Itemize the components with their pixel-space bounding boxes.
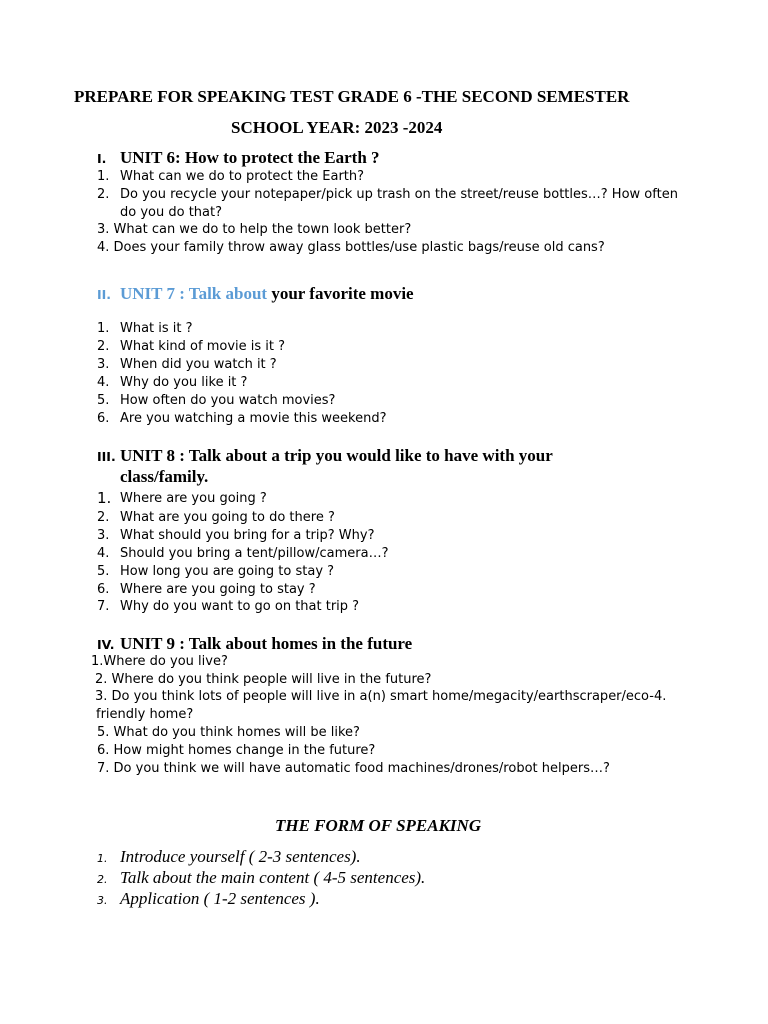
s2-item-5-num: 5. [97, 393, 110, 408]
s3-item-3: What should you bring for a trip? Why? [120, 528, 375, 543]
form-item-1: Introduce yourself ( 2-3 sentences). [120, 847, 361, 866]
s1-item-1-num: 1. [97, 169, 110, 184]
school-year: SCHOOL YEAR: 2023 -2024 [231, 118, 443, 137]
s2-item-5: How often do you watch movies? [120, 393, 336, 408]
s1-item-2-num: 2. [97, 187, 110, 202]
s1-item-2: Do you recycle your notepaper/pick up trash on the street/reuse bottles…? How often [120, 187, 678, 202]
s2-item-2: What kind of movie is it ? [120, 339, 286, 354]
s3-item-4-num: 4. [97, 546, 110, 561]
s2-item-4: Why do you like it ? [120, 375, 248, 390]
section-2-heading [120, 284, 414, 304]
section-3-heading-cont: class/family. [120, 467, 209, 486]
s2-item-3-num: 3. [97, 357, 110, 372]
s1-item-4: 4. Does your family throw away glass bottles/use plastic bags/reuse old cans? [97, 240, 605, 255]
s4-item-2: 2. Where do you think people will live in the future? [95, 672, 432, 687]
s2-item-4-num: 4. [97, 375, 110, 390]
s4-item-3-cont: friendly home? [96, 707, 194, 722]
s3-item-2: What are you going to do there ? [120, 510, 335, 525]
section-4-heading: UNIT 9 : Talk about homes in the future [120, 634, 413, 653]
form-item-2-num: 2. [97, 873, 108, 886]
section-3-heading: UNIT 8 : Talk about a trip you would like to have with your [120, 446, 553, 465]
section-4-roman: IV. [97, 637, 115, 652]
section-3-roman: III. [97, 449, 116, 464]
s3-item-1: Where are you going ? [120, 491, 267, 506]
section-2-heading-blue: UNIT 7 : Talk about [120, 284, 268, 303]
section-1-heading: UNIT 6: How to protect the Earth ? [120, 148, 380, 167]
s3-item-5: How long you are going to stay ? [120, 564, 335, 579]
s3-item-6: Where are you going to stay ? [120, 582, 316, 597]
s3-item-2-num: 2. [97, 510, 110, 525]
s3-item-3-num: 3. [97, 528, 110, 543]
s3-item-6-num: 6. [97, 582, 110, 597]
s2-item-2-num: 2. [97, 339, 110, 354]
form-title: THE FORM OF SPEAKING [275, 816, 482, 835]
s2-item-6: Are you watching a movie this weekend? [120, 411, 387, 426]
s1-item-1: What can we do to protect the Earth? [120, 169, 365, 184]
s3-item-7: Why do you want to go on that trip ? [120, 599, 360, 614]
s2-item-1: What is it ? [120, 321, 193, 336]
form-item-1-num: 1. [97, 852, 108, 865]
s4-item-1: 1.Where do you live? [91, 654, 228, 669]
s4-item-3: 3. Do you think lots of people will live in a(n) smart home/megacity/earthscraper/eco-4. [95, 689, 667, 704]
document-title: PREPARE FOR SPEAKING TEST GRADE 6 -THE SECOND SEMESTER [74, 87, 630, 106]
s2-item-3: When did you watch it ? [120, 357, 277, 372]
s4-item-7: 7. Do you think we will have automatic food machines/drones/robot helpers…? [97, 761, 610, 776]
s3-item-4: Should you bring a tent/pillow/camera…? [120, 546, 389, 561]
s2-item-6-num: 6. [97, 411, 110, 426]
s1-item-2-cont: do you do that? [120, 205, 222, 220]
section-2-roman: II. [97, 287, 112, 302]
s2-item-1-num: 1. [97, 321, 110, 336]
s4-item-5: 5. What do you think homes will be like? [97, 725, 360, 740]
s3-item-1-num: 1. [97, 489, 112, 507]
form-item-3-num: 3. [97, 894, 108, 907]
section-2-heading-rest: your favorite movie [267, 284, 414, 303]
s3-item-7-num: 7. [97, 599, 110, 614]
form-item-3: Application ( 1-2 sentences ). [120, 889, 320, 908]
s4-item-6: 6. How might homes change in the future? [97, 743, 376, 758]
s1-item-3: 3. What can we do to help the town look better? [97, 222, 412, 237]
section-1-roman: I. [97, 151, 107, 166]
s3-item-5-num: 5. [97, 564, 110, 579]
form-item-2: Talk about the main content ( 4-5 sentences). [120, 868, 426, 887]
